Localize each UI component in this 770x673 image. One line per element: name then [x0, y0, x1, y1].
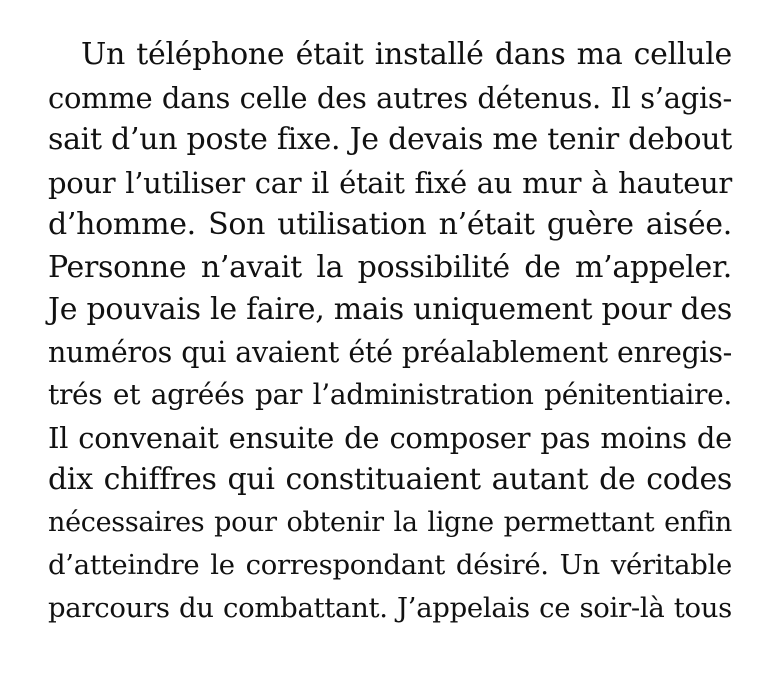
- text-line: parcours du combattant. J’appelais ce soir-là tous: [48, 591, 732, 624]
- text-line: sait d’un poste fixe. Je devais me tenir debout: [48, 122, 732, 157]
- text-line: Personne n’avait la possibilité de m’appeler.: [48, 249, 732, 285]
- text-line: Il convenait ensuite de composer pas moins de: [48, 420, 732, 455]
- text-line: d’atteindre le correspondant désiré. Un véritable: [48, 549, 732, 581]
- text-line: nécessaires pour obtenir la ligne permettant enfin: [48, 506, 732, 538]
- text-line: numéros qui avaient été préalablement enregis-: [48, 335, 732, 369]
- text-line: dix chiffres qui constituaient autant de codes: [48, 462, 732, 497]
- text-line: comme dans celle des autres détenus. Il s’agis-: [48, 80, 732, 115]
- body-paragraph: [48, 34, 732, 629]
- text-line: Un téléphone était installé dans ma cellule: [81, 37, 732, 72]
- text-line: d’homme. Son utilisation n’était guère aisée.: [48, 207, 732, 242]
- text-line: trés et agréés par l’administration pénitentiaire.: [48, 378, 732, 411]
- text-line: pour l’utiliser car il était fixé au mur à hauteur: [48, 165, 732, 200]
- text-line: Je pouvais le faire, mais uniquement pour des: [48, 292, 732, 327]
